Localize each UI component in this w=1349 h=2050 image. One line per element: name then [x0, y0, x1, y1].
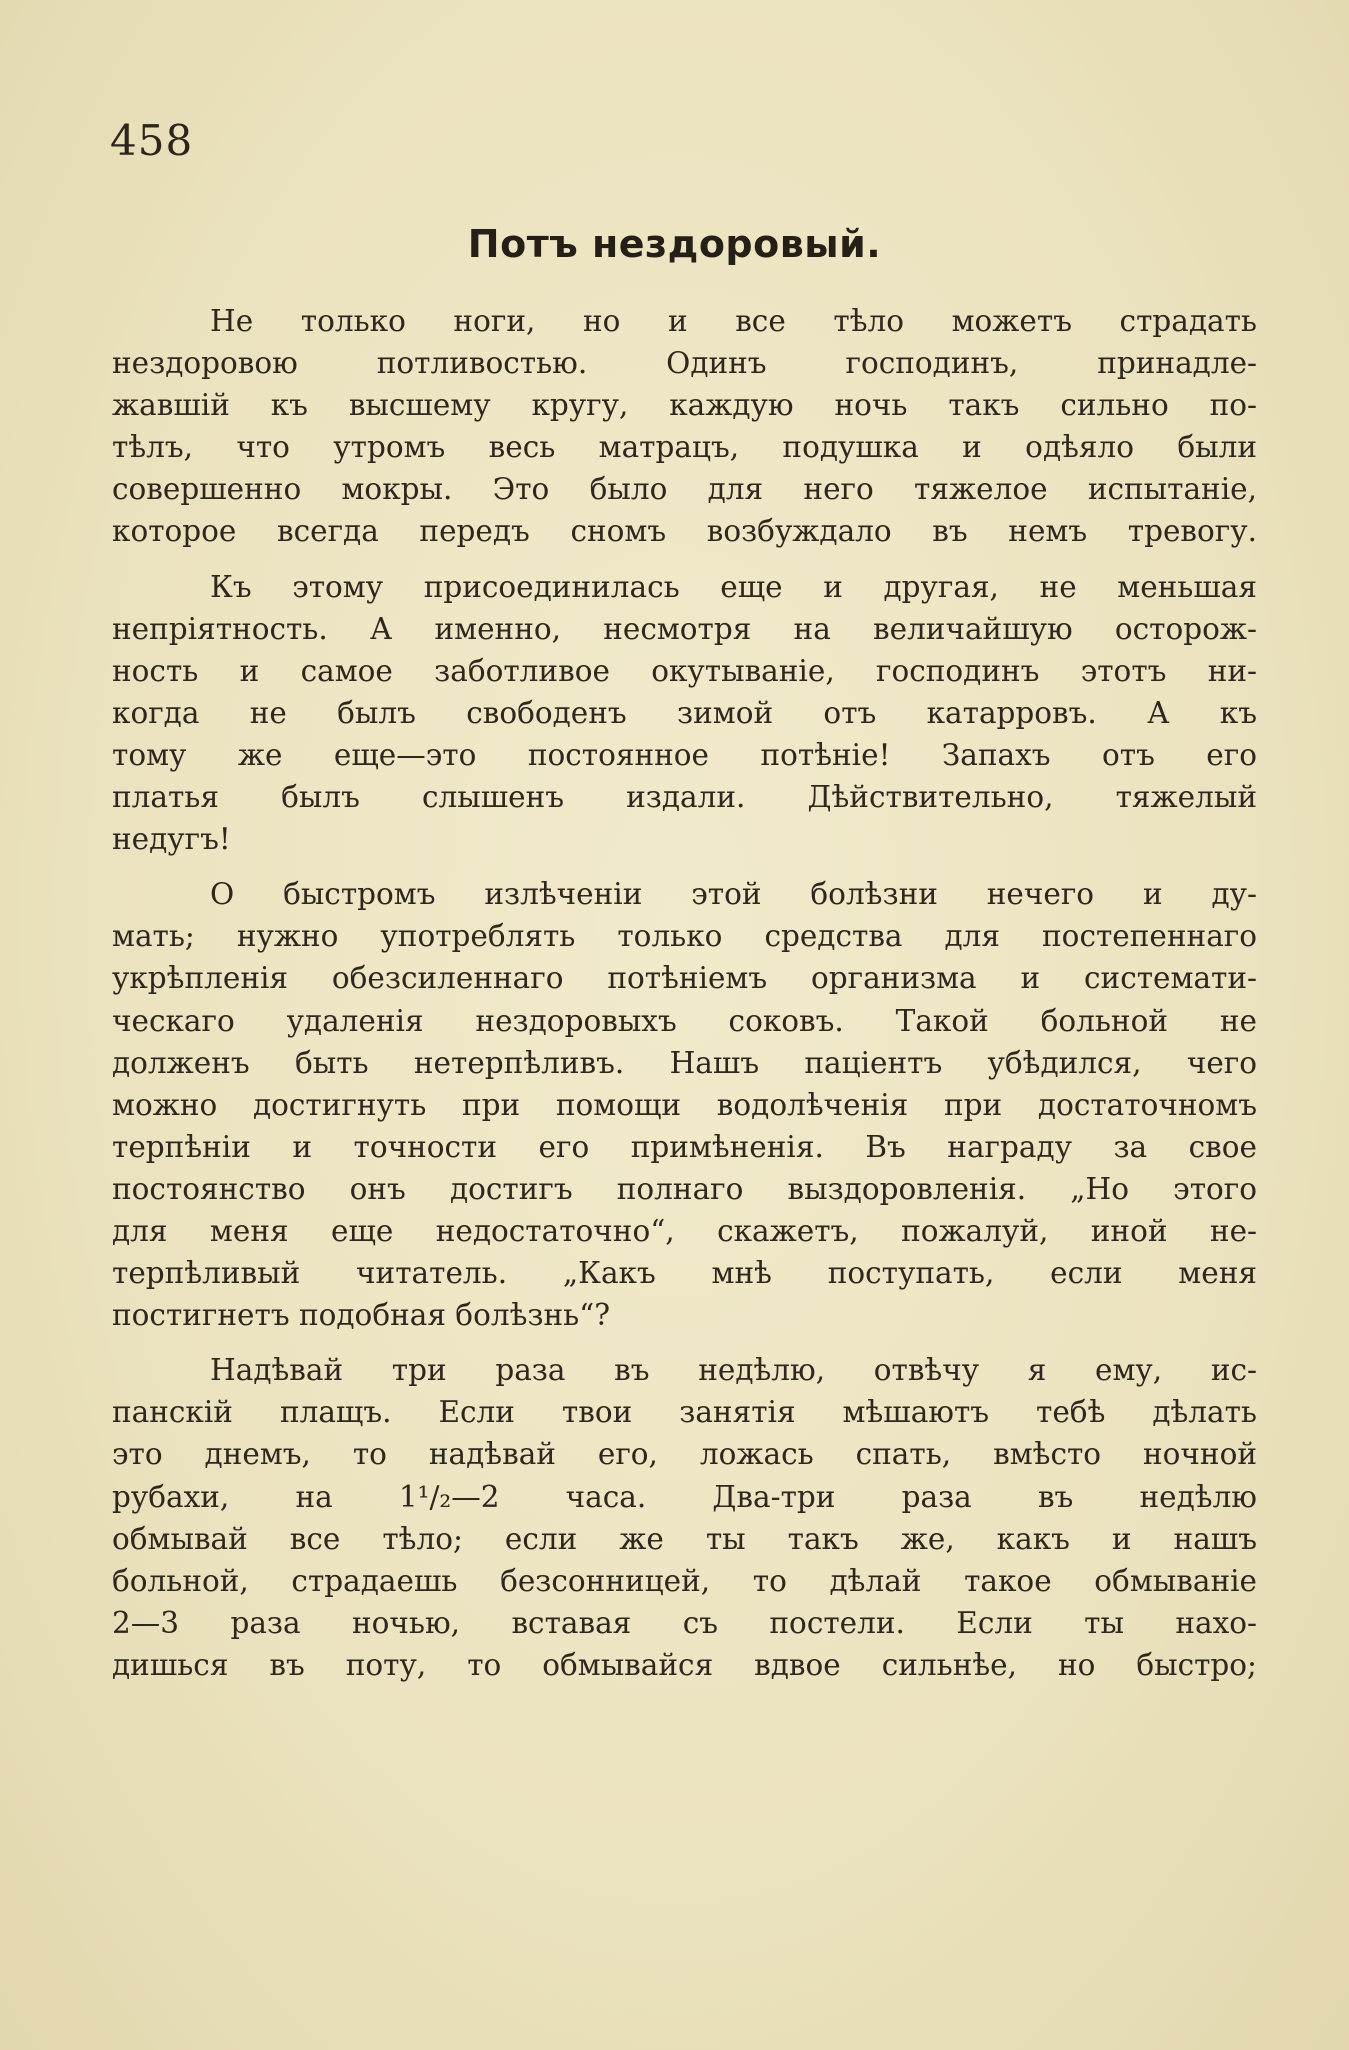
text-line: Къ этому присоединилась еще и другая, не меньшая	[210, 569, 1257, 604]
text-line: постигнетъ подобная болѣзнь“?	[112, 1298, 611, 1333]
text-line: постоянство онъ достигъ полнаго выздоровленія. „Но этого	[112, 1171, 1257, 1206]
text-line: рубахи, на 1¹/₂—2 часа. Два-три раза въ недѣлю	[112, 1479, 1257, 1514]
text-line: для меня еще недостаточно“, скажетъ, пожалуй, иной не-	[112, 1213, 1257, 1248]
text-line: платья былъ слышенъ издали. Дѣйствительно, тяжелый	[112, 780, 1257, 815]
text-line: которое всегда передъ сномъ возбуждало въ немъ тревогу.	[112, 514, 1257, 549]
text-line: больной, страдаешь безсонницей, то дѣлай такое обмываніе	[112, 1563, 1257, 1598]
text-line: Надѣвай три раза въ недѣлю, отвѣчу я ему, ис-	[210, 1353, 1257, 1388]
text-line: 2—3 раза ночью, вставая съ постели. Если ты нахо-	[112, 1605, 1257, 1640]
text-line: укрѣпленія обезсиленнаго потѣніемъ организма и системати-	[112, 961, 1257, 996]
text-line: недугъ!	[112, 822, 231, 857]
text-line: обмывай все тѣло; если же ты такъ же, какъ и нашъ	[112, 1521, 1257, 1556]
text-line: ность и самое заботливое окутываніе, господинъ этотъ ни-	[112, 653, 1257, 688]
text-line: терпѣніи и точности его примѣненія. Въ награду за свое	[112, 1129, 1257, 1164]
text-line: О быстромъ излѣченіи этой болѣзни нечего и ду-	[210, 877, 1257, 912]
paragraph-2	[112, 566, 1257, 861]
paragraph-4	[112, 1349, 1257, 1686]
text-line: тому же еще—это постоянное потѣніе! Запахъ отъ его	[112, 737, 1257, 772]
text-line: долженъ быть нетерпѣливъ. Нашъ паціентъ убѣдился, чего	[112, 1045, 1257, 1080]
text-line: нездоровою потливостью. Одинъ господинъ, принадле-	[112, 346, 1257, 381]
text-line: совершенно мокры. Это было для него тяжелое испытаніе,	[112, 472, 1257, 507]
text-line: жавшій къ высшему кругу, каждую ночь такъ сильно по-	[112, 388, 1257, 423]
text-line: когда не былъ свободенъ зимой отъ катарровъ. А къ	[112, 695, 1257, 730]
section-title: Потъ нездоровый.	[467, 222, 882, 266]
text-line: Не только ноги, но и все тѣло можетъ страдать	[210, 304, 1257, 338]
paragraph-1	[112, 300, 1257, 553]
text-line: ческаго удаленія нездоровыхъ соковъ. Такой больной не	[112, 1003, 1257, 1038]
text-line: тѣлъ, что утромъ весь матрацъ, подушка и одѣяло были	[112, 430, 1257, 465]
paragraph-3	[112, 873, 1257, 1336]
text-line: панскій плащъ. Если твои занятія мѣшаютъ тебѣ дѣлать	[112, 1395, 1257, 1430]
text-line: дишься въ поту, то обмывайся вдвое сильнѣе, но быстро;	[112, 1647, 1257, 1682]
text-line: терпѣливый читатель. „Какъ мнѣ поступать, если меня	[112, 1256, 1257, 1291]
body-text	[112, 300, 1257, 1699]
text-line: это днемъ, то надѣвай его, ложась спать, вмѣсто ночной	[112, 1437, 1257, 1472]
page-number: 458	[110, 116, 194, 165]
text-line: непріятность. А именно, несмотря на величайшую осторож-	[112, 611, 1257, 646]
text-line: мать; нужно употреблять только средства для постепеннаго	[112, 919, 1257, 954]
text-line: можно достигнуть при помощи водолѣченія при достаточномъ	[112, 1087, 1257, 1122]
